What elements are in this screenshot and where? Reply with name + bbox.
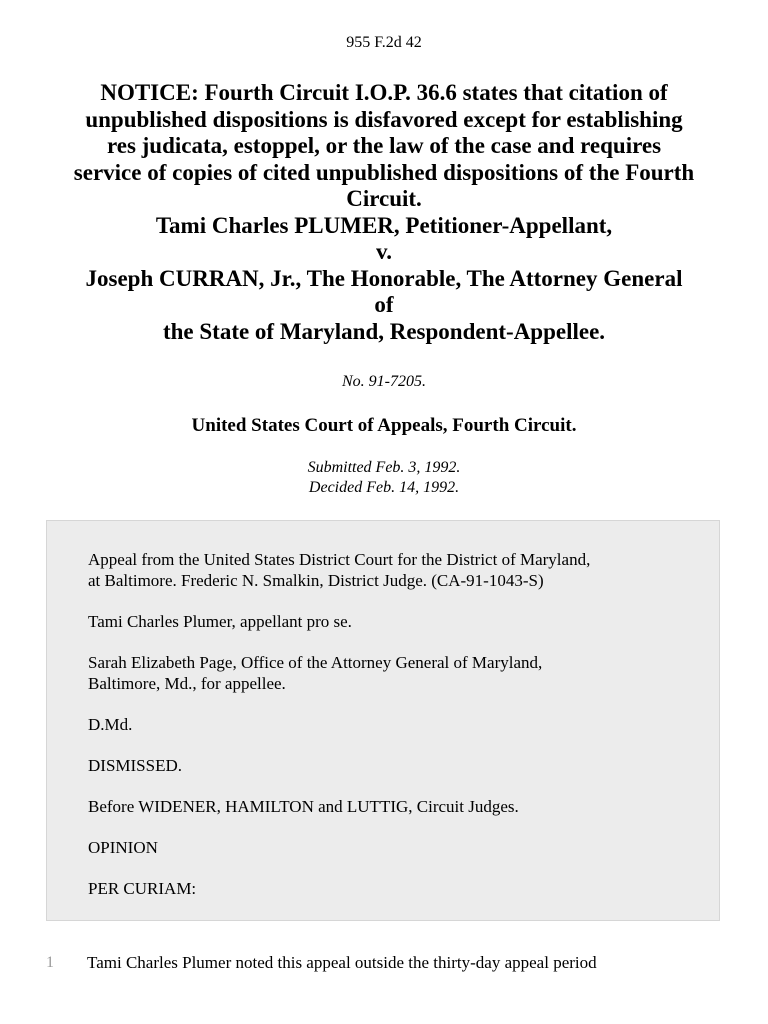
petitioner-line: Tami Charles PLUMER, Petitioner-Appellant, bbox=[155, 212, 613, 238]
notice-line: unpublished dispositions is disfavored except for establishing bbox=[85, 106, 683, 132]
notice-line: service of copies of cited unpublished dispositions of the Fourth bbox=[73, 159, 695, 185]
respondent-line: Joseph CURRAN, Jr., The Honorable, The Attorney General bbox=[85, 265, 683, 291]
respondent-line: the State of Maryland, Respondent-Appellee. bbox=[162, 318, 606, 344]
appeal-from-line: at Baltimore. Frederic N. Smalkin, District Judge. (CA-91-1043-S) bbox=[88, 571, 544, 590]
submitted-date: Submitted Feb. 3, 1992. bbox=[307, 459, 461, 476]
appellee-counsel-line: Baltimore, Md., for appellee. bbox=[88, 674, 286, 693]
appellee-counsel bbox=[88, 652, 698, 694]
court-name: United States Court of Appeals, Fourth Circuit. bbox=[191, 415, 577, 436]
appeal-from-line: Appeal from the United States District Court for the District of Maryland, bbox=[88, 550, 591, 569]
paragraph-text: Tami Charles Plumer noted this appeal outside the thirty-day appeal period bbox=[87, 953, 597, 972]
appeal-from bbox=[88, 549, 698, 591]
notice-line: Circuit. bbox=[346, 186, 422, 211]
paragraph-number: 1 bbox=[46, 954, 54, 971]
appellant-counsel: Tami Charles Plumer, appellant pro se. bbox=[88, 612, 352, 631]
disposition: DISMISSED. bbox=[88, 756, 182, 775]
case-citation: 955 F.2d 42 bbox=[346, 34, 422, 51]
case-dates bbox=[0, 458, 768, 498]
notice-line: NOTICE: Fourth Circuit I.O.P. 36.6 states that citation of bbox=[100, 80, 668, 105]
decided-date: Decided Feb. 14, 1992. bbox=[308, 479, 460, 496]
respondent-line: of bbox=[374, 292, 394, 317]
case-summary-box bbox=[46, 520, 720, 921]
per-curiam-label: PER CURIAM: bbox=[88, 879, 197, 898]
case-summary-text bbox=[88, 549, 698, 919]
lower-court: D.Md. bbox=[88, 715, 133, 734]
docket-number: No. 91-7205. bbox=[342, 373, 426, 390]
case-heading bbox=[40, 80, 728, 345]
appellee-counsel-line: Sarah Elizabeth Page, Office of the Attorney General of Maryland, bbox=[88, 653, 543, 672]
notice-line: res judicata, estoppel, or the law of the case and requires bbox=[106, 133, 662, 158]
versus-line: v. bbox=[376, 239, 392, 264]
judicial-panel: Before WIDENER, HAMILTON and LUTTIG, Circuit Judges. bbox=[88, 797, 519, 816]
opinion-label: OPINION bbox=[88, 838, 158, 857]
